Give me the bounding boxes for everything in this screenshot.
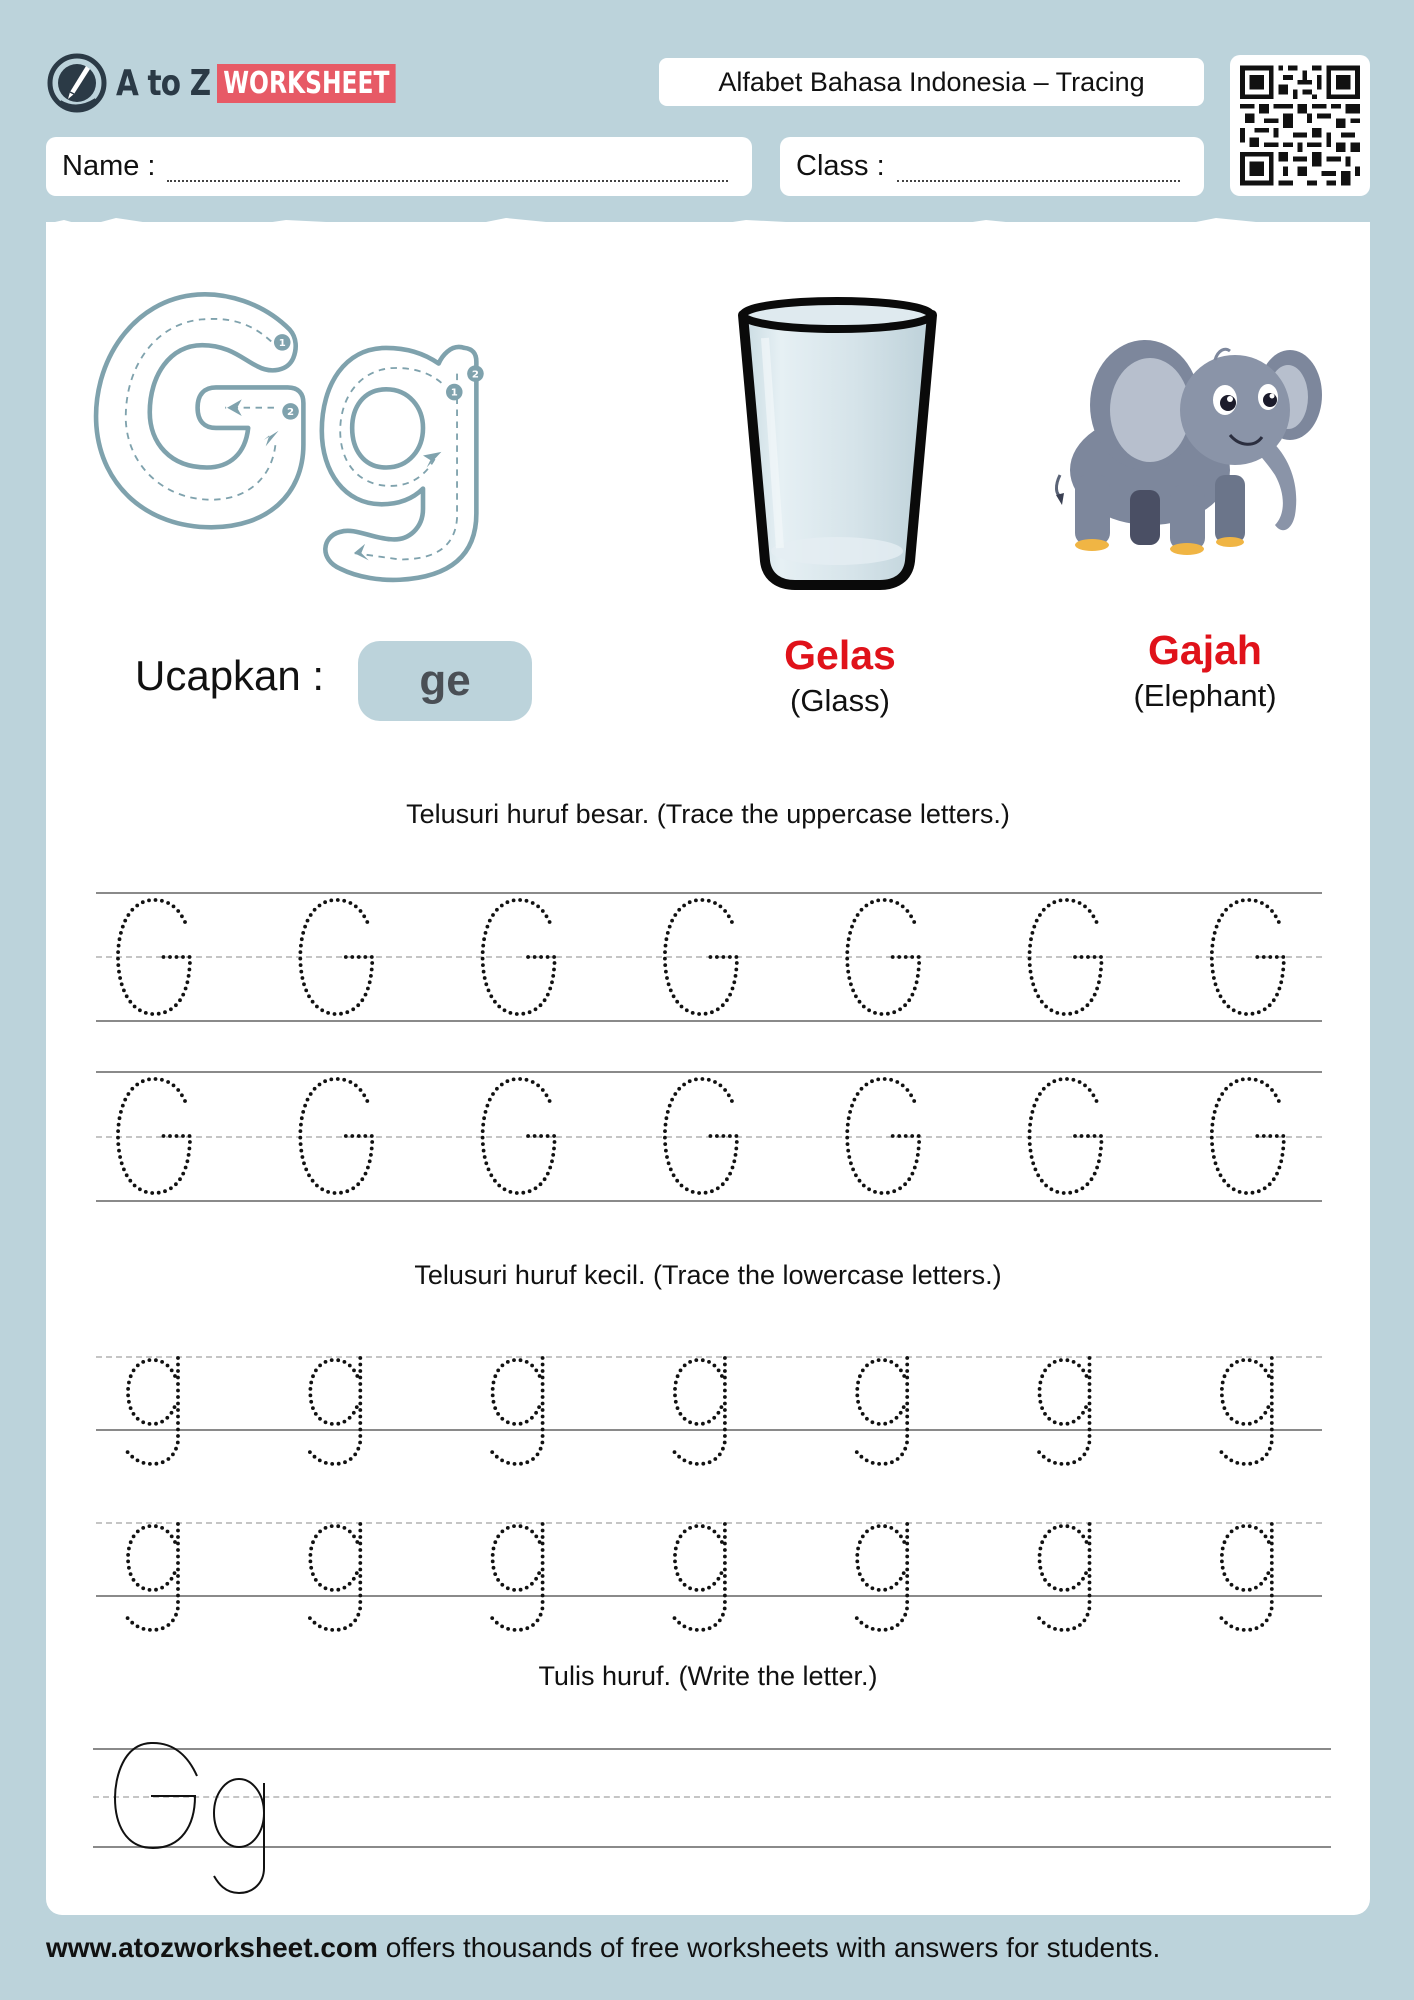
dotted-uppercase-g-set[interactable]	[96, 892, 1322, 1022]
lowercase-trace-row-1[interactable]	[96, 1356, 1322, 1466]
picture-label-elephant	[1100, 627, 1310, 714]
worksheet-title: Alfabet Bahasa Indonesia – Tracing	[659, 58, 1204, 106]
letter-tracing-guide	[78, 272, 538, 617]
pen-nib-circle-icon	[46, 52, 108, 114]
word-indonesian: Gajah	[1148, 627, 1262, 673]
dotted-uppercase-g-set[interactable]	[96, 1071, 1322, 1201]
qr-code-icon	[1230, 55, 1370, 196]
elephant-icon	[1050, 325, 1325, 565]
name-field[interactable]	[46, 137, 752, 196]
torn-paper-edge	[46, 212, 1370, 240]
dotted-lowercase-g-set[interactable]	[96, 1356, 1322, 1466]
stroke-number: 2	[471, 369, 479, 381]
footer-text	[46, 1932, 1160, 1964]
stroke-number: 1	[450, 387, 458, 399]
class-field[interactable]	[780, 137, 1204, 196]
picture-label-glass	[740, 632, 940, 719]
name-label: Name :	[62, 150, 156, 182]
stroke-number: 1	[278, 338, 286, 350]
pronounce-label: Ucapkan :	[135, 652, 325, 699]
lowercase-trace-row-2[interactable]	[96, 1522, 1322, 1632]
example-letters-gg	[93, 1748, 1331, 1888]
logo	[46, 50, 446, 116]
uppercase-trace-row-2[interactable]	[96, 1071, 1322, 1201]
footer-tagline: offers thousands of free worksheets with answers for students.	[377, 1932, 1161, 1963]
word-indonesian: Gelas	[784, 632, 896, 678]
logo-badge: WORKSHEET	[217, 64, 396, 103]
dotted-lowercase-g-set[interactable]	[96, 1522, 1322, 1632]
stroke-number: 2	[286, 407, 295, 419]
pronounce-badge: ge	[358, 641, 532, 721]
class-label: Class :	[796, 150, 885, 182]
class-input-line[interactable]	[897, 180, 1180, 182]
instruction-lowercase: Telusuri huruf kecil. (Trace the lowercase letters.)	[414, 1260, 1002, 1290]
instruction-write: Tulis huruf. (Write the letter.)	[538, 1661, 878, 1691]
glass-icon	[735, 293, 940, 593]
uppercase-trace-row-1[interactable]	[96, 892, 1322, 1022]
write-row[interactable]	[93, 1748, 1331, 1888]
name-input-line[interactable]	[167, 180, 728, 182]
footer-site-link[interactable]: www.atozworksheet.com	[46, 1932, 378, 1963]
word-translation: (Elephant)	[1133, 678, 1277, 713]
logo-text: A to Z	[116, 62, 211, 104]
instruction-uppercase: Telusuri huruf besar. (Trace the uppercase letters.)	[406, 799, 1010, 829]
word-translation: (Glass)	[790, 683, 890, 718]
